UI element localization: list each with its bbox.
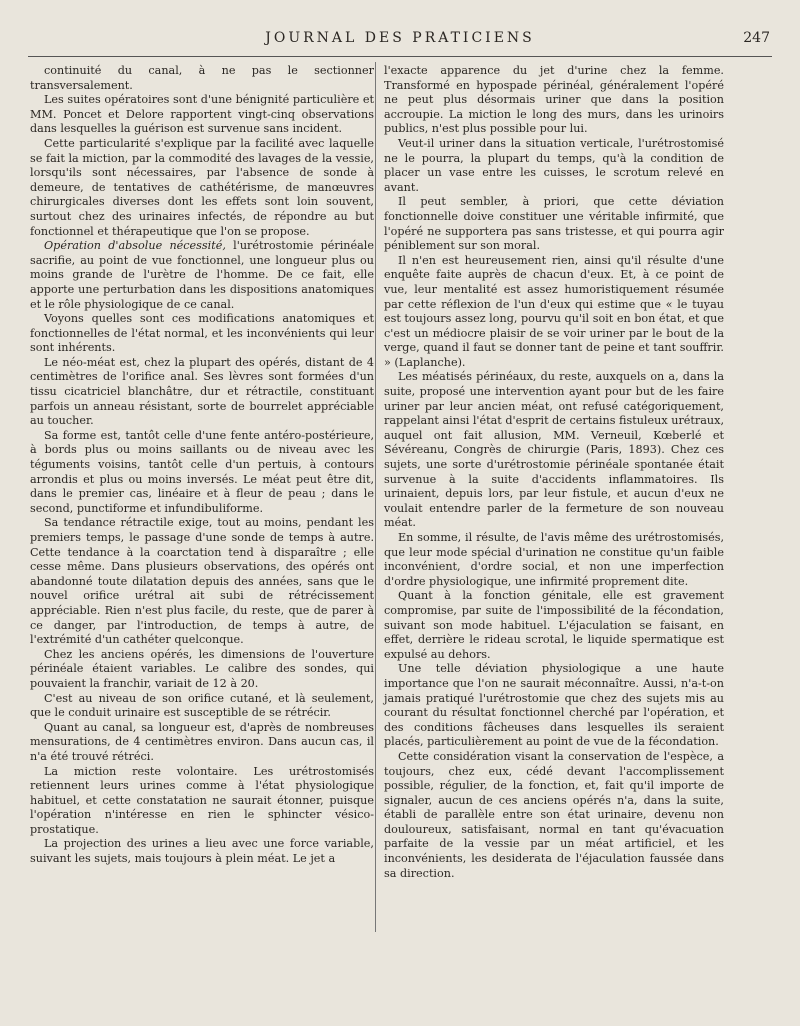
paragraph xyxy=(384,750,724,881)
paragraph-text: Sa tendance rétractile exige, tout au moins, pendant les premiers temps, le passage d'une sonde de temps à autre. Cette tendance à la coarctation tend à disparaître ; elle cesse même. Dans plusieurs observations, des opérés ont abandonné toute dilatation depuis des années, sans que le nouvel orifice urétral ait subi de rétrécissement appréciable. Rien n'est plus facile, du reste, que de parer à ce danger, par l'introduction, de temps à autre, de l'extrémité d'un cathéter quelconque. xyxy=(30,516,374,647)
paragraph xyxy=(384,195,724,253)
paragraph xyxy=(384,589,724,662)
paragraph xyxy=(30,312,374,356)
right-column xyxy=(384,64,724,881)
paragraph xyxy=(30,837,374,866)
paragraph xyxy=(384,531,724,589)
paragraph-text: Chez les anciens opérés, les dimensions de l'ouverture périnéale étaient variables. Le calibre des sondes, qui pouvaient la franchir, variait de 12 à 20. xyxy=(30,647,374,690)
paragraph xyxy=(30,721,374,765)
paragraph-text: l'urétrostomie périnéale sacrifie, au point de vue fonctionnel, une longueur plus ou moins grande de l'urètre de l'homme. De ce fait, elle apporte une perturbation dans les dispositions anatomiques et le rôle physiologique de ce canal. xyxy=(30,239,375,311)
page-number: 247 xyxy=(743,30,770,46)
paragraph xyxy=(30,356,374,429)
paragraph-text: En somme, il résulte, de l'avis même des urétrostomisés, que leur mode spécial d'urination ne constitue qu'un faible inconvénient, d'ordre social, et non une imperfection d'ordre physiologique, une infirmité proprement dite. xyxy=(384,531,724,588)
paragraph-text: Une telle déviation physiologique a une haute importance que l'on ne saurait méconnaître. Aussi, n'a-t-on jamais pratiqué l'urétrostomie que chez des sujets mis au courant du résultat fonctionnel cherché par l'opération, et des conditions fâcheuses dans lesquelles ils seraient placés, particulièrement au point de vue de la fécondation. xyxy=(384,662,724,749)
paragraph-text: Les suites opératoires sont d'une bénignité particulière et MM. Poncet et Delore rapportent vingt-cinq observations dans lesquelles la guérison est survenue sans incident. xyxy=(30,93,374,136)
paragraph-text: continuité du canal, à ne pas le sectionner transversalement. xyxy=(30,64,374,92)
paragraph-text: Il peut sembler, à priori, que cette déviation fonctionnelle doive constituer une véritable infirmité, que l'opéré ne supportera pas sans tristesse, et qui pourra agir péniblement sur son moral. xyxy=(384,195,724,253)
paragraph-text: Sa forme est, tantôt celle d'une fente antéro-postérieure, à bords plus ou moins saillants ou de niveau avec les téguments voisins, tantôt celle d'un pertuis, à contours arrondis et plus ou moins inversés. Le méat peut être dit, dans le premier cas, linéaire et à fleur de peau ; dans le second, punctiforme et infundibuliforme. xyxy=(30,428,374,515)
journal-title: JOURNAL DES PRATICIENS xyxy=(265,30,535,46)
paragraph xyxy=(30,64,374,93)
paragraph-text: C'est au niveau de son orifice cutané, et là seulement, que le conduit urinaire est susceptible de se rétrécir. xyxy=(30,691,374,720)
left-column xyxy=(30,64,374,867)
paragraph-text: Cette particularité s'explique par la facilité avec laquelle se fait la miction, par la commodité des lavages de la vessie, lorsqu'ils sont nécessaires, par l'absence de sonde à demeure, de tentatives de cathétérisme, de manœuvres chirurgicales diverses dont les effets sont loin souvent, surtout chez des urinaires infectés, de répondre au but fonctionnel et thérapeutique que l'on se propose. xyxy=(30,136,374,238)
paragraph-text: l'exacte apparence du jet d'urine chez la femme. Transformé en hypospade périnéal, généralement l'opéré ne peut plus désormais uriner que dans la position accroupie. La miction le long des murs, dans les urinoirs publics, n'est plus possible pour lui. xyxy=(384,64,724,136)
paragraph xyxy=(30,692,374,721)
paragraph xyxy=(30,648,374,692)
paragraph-text: Il n'en est heureusement rien, ainsi qu'il résulte d'une enquête faite auprès de chacun d'eux. Et, à ce point de vue, leur mentalité est assez humoristiquement résumée par cette réflexion de l'un d'eux qui estime que « le tuyau est toujours assez long, pourvu qu'il soit en bon état, et que c'est un médiocre plaisir de se voir uriner par le bout de la verge, quand il faut se donner tant de peine et tant souffrir. » (Laplanche). xyxy=(384,253,724,369)
paragraph xyxy=(384,254,724,371)
paragraph xyxy=(384,662,724,750)
paragraph xyxy=(30,93,374,137)
paragraph xyxy=(384,137,724,195)
paragraph xyxy=(30,516,374,647)
header-rule xyxy=(28,56,772,57)
paragraph-text: La projection des urines a lieu avec une force variable, suivant les sujets, mais toujours à plein méat. Le jet a xyxy=(30,837,374,866)
paragraph-text: Veut-il uriner dans la situation verticale, l'urétrostomisé ne le pourra, la plupart du temps, qu'à la condition de placer un vase entre les cuisses, le scrotum relevé en avant. xyxy=(384,136,724,194)
running-header xyxy=(30,30,770,52)
paragraph xyxy=(30,765,374,838)
paragraph-text: Le néo-méat est, chez la plupart des opérés, distant de 4 centimètres de l'orifice anal. Ses lèvres sont formées d'un tissu cicatriciel blanchâtre, dur et rétractile, constituant parfois un anneau résistant, sorte de bourrelet appréciable au toucher. xyxy=(30,355,374,428)
paragraph-text: Voyons quelles sont ces modifications anatomiques et fonctionnelles de l'état normal, et les inconvénients qui leur sont inhérents. xyxy=(30,312,374,355)
paragraph xyxy=(30,429,374,517)
column-divider xyxy=(375,62,376,932)
paragraph-text: Quant à la fonction génitale, elle est gravement compromise, par suite de l'impossibilité de la fécondation, suivant son mode habituel. L'éjaculation se faisant, en effet, derrière le rideau scrotal, le liquide spermatique est expulsé au dehors. xyxy=(384,589,724,661)
paragraph-text: La miction reste volontaire. Les urétrostomisés retiennent leurs urines comme à l'état physiologique habituel, et cette constatation ne saurait étonner, puisque l'opération n'intéresse en rien le sphincter vésico-prostatique. xyxy=(30,764,374,836)
paragraph xyxy=(30,239,374,312)
paragraph-text: Les méatisés périnéaux, du reste, auxquels on a, dans la suite, proposé une intervention ayant pour but de les faire uriner par leur ancien méat, ont refusé catégoriquement, rappelant ainsi l'état d'esprit de certains fistuleux urétraux, auquel ont fait allusion, MM. Verneuil, Kœberlé et Sévéreanu, Congrès de chirurgie (Paris, 1893). Chez ces sujets, une sorte d'urétrostomie périnéale spontanée était survenue à la suite d'accidents inflammatoires. Ils urinaient, depuis lors, par leur fistule, et aucun d'eux ne voulait entendre parler de la fermeture de son nouveau méat. xyxy=(384,370,724,530)
paragraph xyxy=(384,64,724,137)
paragraph-text: Cette considération visant la conservation de l'espèce, a toujours, chez eux, cédé devant l'accomplissement possible, régulier, de la fonction, et, fait qu'il importe de signaler, aucun de ces anciens opérés n'a, dans la suite, établi de parallèle entre son état urinaire, devenu non douloureux, satisfaisant, normal en tant qu'évacuation parfaite de la vessie par un méat artificiel, et les inconvénients, les desiderata de l'éjaculation faussée dans sa direction. xyxy=(384,749,724,880)
paragraph-lead: Opération d'absolue nécessité, xyxy=(44,239,226,253)
paragraph-text: Quant au canal, sa longueur est, d'après de nombreuses mensurations, de 4 centimètres environ. Dans aucun cas, il n'a été trouvé rétréci. xyxy=(30,720,374,763)
paragraph xyxy=(30,137,374,239)
paragraph xyxy=(384,370,724,531)
